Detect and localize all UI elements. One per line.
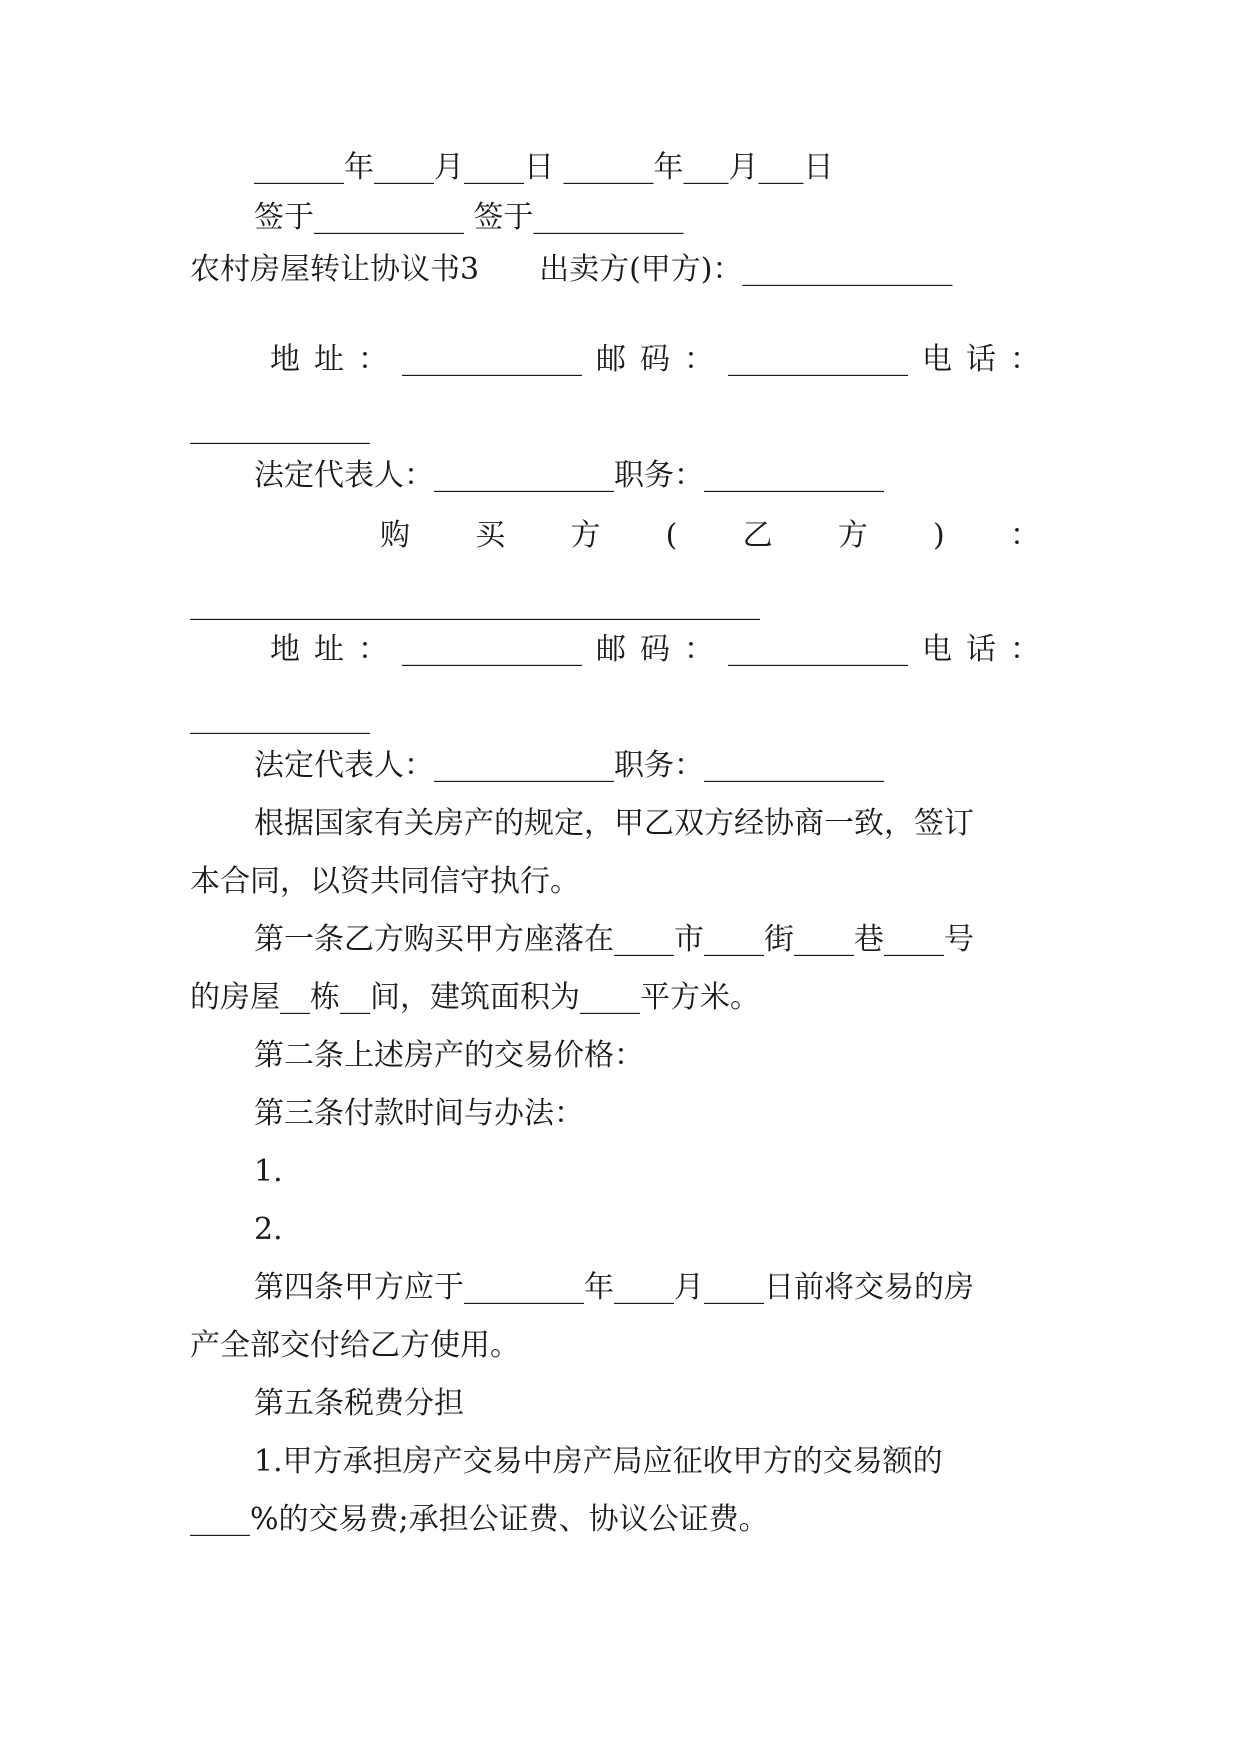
buyer-char: 乙 <box>742 518 773 553</box>
buyer-char: 方 <box>837 518 868 553</box>
seller-phone-blank: ____________ <box>190 410 370 445</box>
seller-postcode-colon: ： <box>684 342 714 377</box>
title-seller-line: 农村房屋转让协议书3 出卖方(甲方)：______________ <box>190 252 953 287</box>
article-3-item-2: 2. <box>254 1212 283 1247</box>
preamble-line-2: 本合同，以资共同信守执行。 <box>190 864 580 899</box>
buyer-char: ( <box>665 518 678 553</box>
buyer-postcode-blank: ____________ <box>728 632 908 667</box>
article-5-item-1-line-2: ____%的交易费;承担公证费、协议公证费。 <box>190 1502 769 1537</box>
buyer-char: ) <box>933 518 945 553</box>
signed-at-line: 签于__________ 签于__________ <box>254 200 684 235</box>
buyer-address-blank: ____________ <box>402 632 582 667</box>
buyer-representative-line: 法定代表人：____________职务：____________ <box>254 748 884 783</box>
buyer-phone-blank: ____________ <box>190 700 370 735</box>
seller-address-row <box>270 340 1040 380</box>
buyer-row <box>380 516 1040 556</box>
buyer-char: 购 <box>380 518 410 553</box>
article-5-item-1-line-1: 1.甲方承担房产交易中房产局应征收甲方的交易额的 <box>254 1444 943 1479</box>
buyer-colon: ： <box>1009 518 1040 553</box>
buyer-name-blank: ______________________________________ <box>190 586 760 621</box>
buyer-phone-colon: ： <box>1010 632 1040 667</box>
buyer-address-char: 地 <box>270 632 300 667</box>
seller-postcode-char: 码 <box>640 342 670 377</box>
seller-phone-char: 电 <box>922 342 952 377</box>
buyer-postcode-char: 码 <box>640 632 670 667</box>
article-3: 第三条付款时间与办法： <box>254 1096 584 1131</box>
article-1-line-2: 的房屋__栋__间，建筑面积为____平方米。 <box>190 980 760 1015</box>
buyer-char: 方 <box>570 518 601 553</box>
preamble-line-1: 根据国家有关房产的规定，甲乙双方经协商一致，签订 <box>254 806 974 841</box>
buyer-postcode-colon: ： <box>684 632 714 667</box>
buyer-address-row <box>270 630 1040 670</box>
buyer-phone-char: 话 <box>966 632 996 667</box>
seller-address-blank: ____________ <box>402 342 582 377</box>
buyer-phone-char: 电 <box>922 632 952 667</box>
seller-address-char: 址 <box>314 342 344 377</box>
article-4-line-2: 产全部交付给乙方使用。 <box>190 1328 520 1363</box>
seller-address-char: 地 <box>270 342 300 377</box>
seller-representative-line: 法定代表人：____________职务：____________ <box>254 458 884 493</box>
seller-phone-colon: ： <box>1010 342 1040 377</box>
date-line: ______年____月____日 ______年___月___日 <box>254 150 834 185</box>
article-5: 第五条税费分担 <box>254 1386 464 1421</box>
seller-address-colon: ： <box>358 342 388 377</box>
buyer-char: 买 <box>475 518 506 553</box>
buyer-address-colon: ： <box>358 632 388 667</box>
buyer-postcode-char: 邮 <box>596 632 626 667</box>
article-2: 第二条上述房产的交易价格： <box>254 1038 644 1073</box>
seller-postcode-char: 邮 <box>596 342 626 377</box>
article-1-line-1: 第一条乙方购买甲方座落在____市____街____巷____号 <box>254 922 974 957</box>
buyer-address-char: 址 <box>314 632 344 667</box>
article-4-line-1: 第四条甲方应于________年____月____日前将交易的房 <box>254 1270 974 1305</box>
article-3-item-1: 1. <box>254 1154 283 1189</box>
seller-postcode-blank: ____________ <box>728 342 908 377</box>
seller-phone-char: 话 <box>966 342 996 377</box>
